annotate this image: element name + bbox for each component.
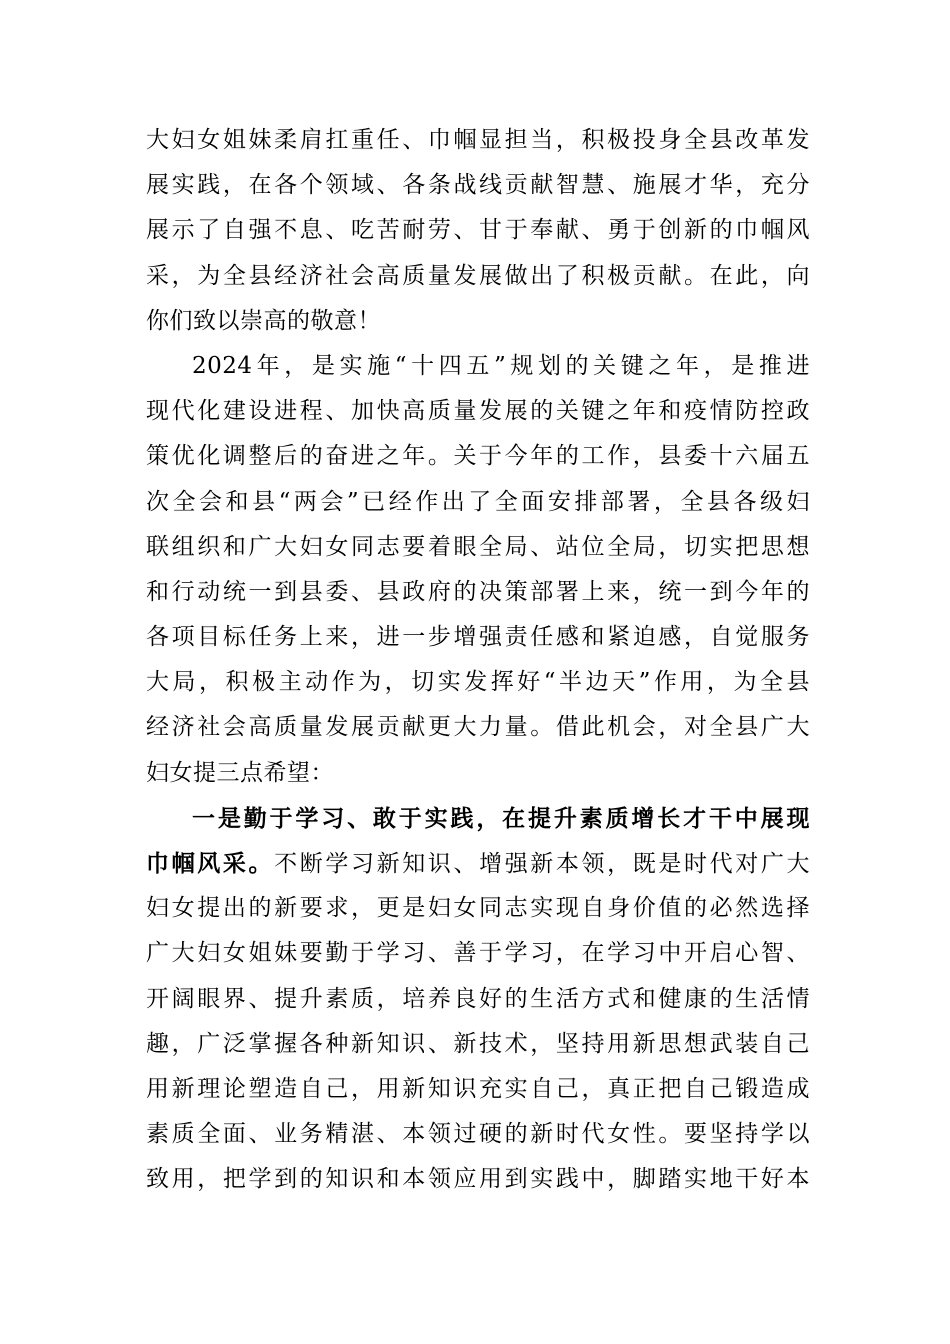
text-line: 素质全面、业务精湛、本领过硬的新时代女性。要坚持学以 xyxy=(146,1121,810,1148)
text-line: 联组织和广大妇女同志要着眼全局、站位全局，切实把思想 xyxy=(146,533,810,560)
body-text xyxy=(146,118,810,1203)
text-line xyxy=(146,841,810,886)
text-line: 采，为全县经济社会高质量发展做出了积极贡献。在此，向 xyxy=(146,262,810,289)
text-line: 用新理论塑造自己，用新知识充实自己，真正把自己锻造成 xyxy=(146,1075,810,1102)
text-line: 广大妇女姐妹要勤于学习、善于学习，在学习中开启心智、 xyxy=(146,940,810,967)
text-line: 现代化建设进程、加快高质量发展的关键之年和疫情防控政 xyxy=(146,398,810,425)
text-line: 大妇女姐妹柔肩扛重任、巾帼显担当，积极投身全县改革发 xyxy=(146,127,810,153)
text-line: 致用，把学到的知识和本领应用到实践中，脚踏实地干好本 xyxy=(146,1166,810,1193)
text-line: 趣，广泛掌握各种新知识、新技术，坚持用新思想武装自己 xyxy=(146,1030,810,1057)
text-line: 妇女提出的新要求，更是妇女同志实现自身价值的必然选择 xyxy=(146,895,810,922)
text-line: 经济社会高质量发展贡献更大力量。借此机会，对全县广大 xyxy=(146,714,810,741)
section-heading-tail: 巾帼风采。 xyxy=(146,850,275,877)
text-line: 2024年，是实施“十四五”规划的关键之年，是推进 xyxy=(192,352,810,379)
text-span: 不断学习新知识、增强新本领，既是时代对广大 xyxy=(274,851,810,877)
text-line: 展实践，在各个领域、各条战线贡献智慧、施展才华，充分 xyxy=(146,172,810,199)
text-line: 开阔眼界、提升素质，培养良好的生活方式和健康的生活情 xyxy=(146,985,810,1012)
text-line: 妇女提三点希望： xyxy=(146,759,334,786)
text-line: 各项目标任务上来，进一步增强责任感和紧迫感，自觉服务 xyxy=(146,624,810,651)
text-line: 你们致以崇高的敬意！ xyxy=(146,307,381,334)
text-line: 策优化调整后的奋进之年。关于今年的工作，县委十六届五 xyxy=(146,443,810,470)
text-line: 展示了自强不息、吃苦耐劳、甘于奉献、勇于创新的巾帼风 xyxy=(146,217,810,244)
section-heading: 一是勤于学习、敢于实践，在提升素质增长才干中展现 xyxy=(192,804,810,832)
text-line: 次全会和县“两会”已经作出了全面安排部署，全县各级妇 xyxy=(146,488,810,515)
text-line: 大局，积极主动作为，切实发挥好“半边天”作用，为全县 xyxy=(146,669,810,696)
text-line: 和行动统一到县委、县政府的决策部署上来，统一到今年的 xyxy=(146,578,810,605)
